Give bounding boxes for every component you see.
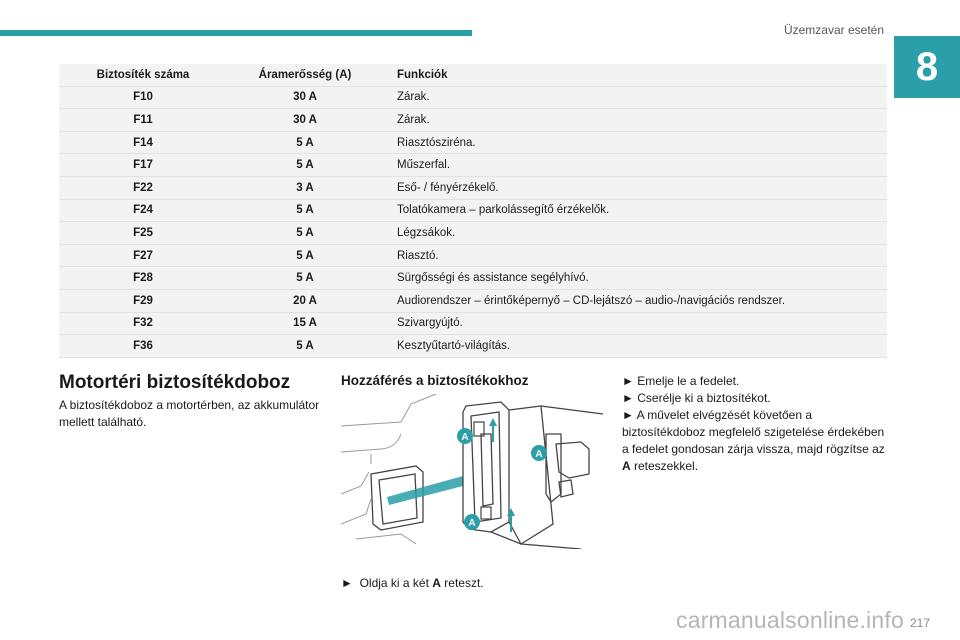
fuse-number: F27 — [59, 244, 227, 267]
table-header-row — [59, 64, 887, 86]
fuse-amperage: 20 A — [227, 289, 383, 312]
fuse-amperage: 3 A — [227, 176, 383, 199]
section-title: Motortéri biztosítékdoboz — [59, 372, 291, 393]
column-header-amperage: Áramerősség (A) — [227, 64, 383, 86]
fuse-amperage: 5 A — [227, 222, 383, 245]
fuse-number: F14 — [59, 131, 227, 154]
instruction-text: Cserélje ki a biztosítékot. — [637, 391, 771, 405]
fuse-function: Audiorendszer – érintőképernyő – CD-lejátszó – audio-/navigációs rendszer. — [383, 289, 887, 312]
access-title: Hozzáférés a biztosítékokhoz — [341, 373, 529, 388]
table-row — [59, 199, 887, 222]
bullet-arrow: ► — [622, 408, 634, 422]
column-header-functions: Funkciók — [383, 64, 887, 86]
section-text: A biztosítékdoboz a motortérben, az akkumulátor mellett található. — [59, 398, 320, 429]
step-text: Oldja ki a két — [359, 576, 433, 590]
table-row — [59, 312, 887, 335]
fuse-number: F25 — [59, 222, 227, 245]
fuse-function: Riasztó. — [383, 244, 887, 267]
step-text-end: reteszt. — [440, 576, 484, 590]
header-accent-bar — [0, 30, 472, 36]
fusebox-illustration — [341, 394, 603, 549]
chapter-number-badge — [894, 36, 960, 98]
fuse-amperage: 30 A — [227, 109, 383, 132]
column-header-fuse-number: Biztosíték száma — [59, 64, 227, 86]
fuse-amperage: 5 A — [227, 267, 383, 290]
instruction-line — [622, 390, 892, 407]
fuse-amperage: 5 A — [227, 131, 383, 154]
fuse-number: F24 — [59, 199, 227, 222]
fuse-number: F22 — [59, 176, 227, 199]
table-row — [59, 131, 887, 154]
fuse-amperage: 5 A — [227, 335, 383, 358]
fuse-number: F28 — [59, 267, 227, 290]
fuse-function: Sürgősségi és assistance segélyhívó. — [383, 267, 887, 290]
table-row — [59, 86, 887, 109]
bullet-arrow: ► — [622, 374, 634, 388]
fuse-amperage: 30 A — [227, 86, 383, 109]
instruction-marker: A — [622, 459, 631, 473]
chapter-number: 8 — [915, 44, 939, 89]
fuse-number: F32 — [59, 312, 227, 335]
fuse-function: Szivargyújtó. — [383, 312, 887, 335]
watermark: carmanualsonline.info — [676, 607, 904, 633]
fuse-function: Kesztyűtartó-világítás. — [383, 335, 887, 358]
fuse-amperage: 15 A — [227, 312, 383, 335]
table-row — [59, 176, 887, 199]
fuse-function: Műszerfal. — [383, 154, 887, 177]
fuse-function: Eső- / fényérzékelő. — [383, 176, 887, 199]
access-step — [341, 576, 484, 590]
fuse-amperage: 5 A — [227, 199, 383, 222]
table-row — [59, 335, 887, 358]
fuse-function: Tolatókamera – parkolássegítő érzékelők. — [383, 199, 887, 222]
instruction-text: A művelet elvégzését követően a biztosítékdoboz megfelelő szigetelése érdekében a fedelet gondosan zárja vissza, majd rögzítse az — [622, 408, 885, 456]
instruction-text-end: reteszekkel. — [630, 459, 699, 473]
fuse-table — [59, 64, 887, 358]
table-row — [59, 289, 887, 312]
instruction-line — [622, 407, 892, 475]
marker-a-top: A — [461, 432, 469, 443]
fuse-function: Riasztósziréna. — [383, 131, 887, 154]
instruction-text: Emelje le a fedelet. — [637, 374, 740, 388]
bullet-arrow: ► — [622, 391, 634, 405]
step-marker: A — [432, 576, 441, 590]
marker-a-bottom: A — [468, 518, 476, 529]
page-number: 217 — [909, 616, 930, 630]
fuse-function: Zárak. — [383, 86, 887, 109]
fuse-number: F10 — [59, 86, 227, 109]
table-row — [59, 154, 887, 177]
fuse-amperage: 5 A — [227, 154, 383, 177]
fuse-number: F11 — [59, 109, 227, 132]
fuse-function: Zárak. — [383, 109, 887, 132]
table-row — [59, 244, 887, 267]
fuse-function: Légzsákok. — [383, 222, 887, 245]
bullet-arrow: ► — [341, 576, 353, 590]
marker-a-right: A — [535, 449, 543, 460]
table-row — [59, 267, 887, 290]
table-row — [59, 222, 887, 245]
instructions — [622, 373, 892, 475]
fuse-number: F17 — [59, 154, 227, 177]
chapter-title: Üzemzavar esetén — [783, 23, 884, 37]
fuse-amperage: 5 A — [227, 244, 383, 267]
fuse-number: F36 — [59, 335, 227, 358]
table-row — [59, 109, 887, 132]
fuse-number: F29 — [59, 289, 227, 312]
instruction-line — [622, 373, 892, 390]
